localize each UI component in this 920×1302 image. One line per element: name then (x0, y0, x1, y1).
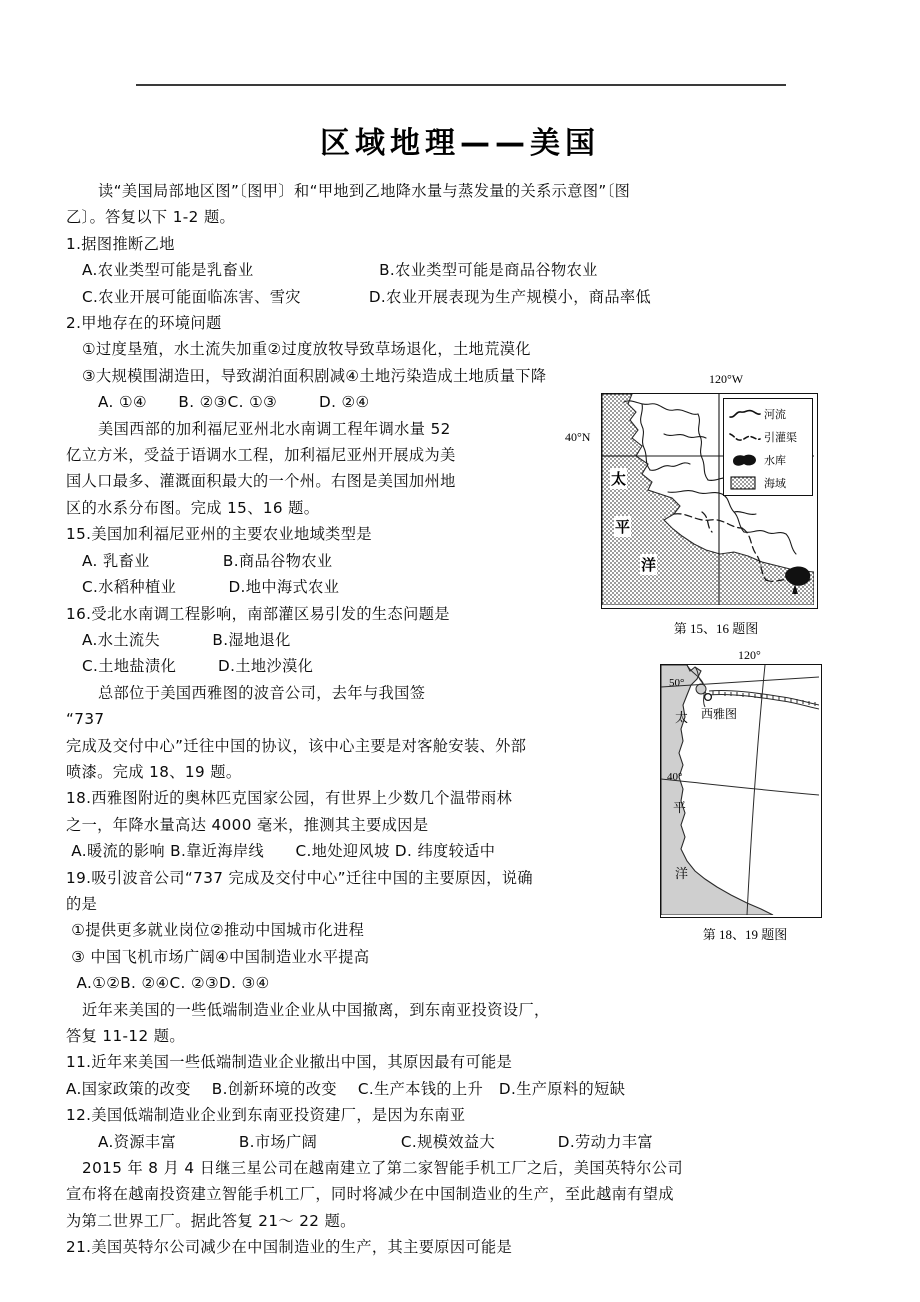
figure2-longitude-label: 120° (738, 648, 761, 662)
figure2-latitude-40-label: 40° (667, 771, 683, 783)
body-line: C.农业开展可能面临冻害、雪灾 D.农业开展表现为生产规模小，商品率低 (82, 287, 652, 306)
body-line: C.土地盐渍化 D.土地沙漠化 (82, 657, 314, 676)
figure1-ocean-char-3: 洋 (641, 556, 657, 574)
body-line: “737 (66, 710, 105, 729)
body-line: ③大规模围湖造田，导致湖泊面积剧减④土地污染造成土地质量下降 (82, 366, 547, 385)
body-line: 国人口最多、灌溉面积最大的一个州。右图是美国加州地 (66, 472, 456, 491)
body-line: 美国西部的加利福尼亚州北水南调工程年调水量 52 (98, 419, 451, 438)
legend-label-river: 河流 (764, 407, 786, 421)
legend-label-reservoir: 水库 (764, 453, 786, 467)
body-line: ③ 中国飞机市场广阔④中国制造业水平提高 (66, 947, 370, 966)
body-line: 15.美国加利福尼亚州的主要农业地域类型是 (66, 525, 372, 544)
legend-row-sea (728, 471, 810, 494)
body-line: 完成及交付中心”迁往中国的协议，该中心主要是对客舱安装、外部 (66, 736, 527, 755)
body-line: A.①②B. ②④C. ②③D. ③④ (66, 974, 270, 993)
canal-icon (728, 429, 762, 445)
body-line: 1.据图推断乙地 (66, 234, 175, 253)
body-line: ①过度垦殖，水土流失加重②过度放牧导致草场退化，土地荒漠化 (82, 340, 531, 359)
body-line: 16.受北水南调工程影响，南部灌区易引发的生态问题是 (66, 604, 450, 623)
body-line: 近年来美国的一些低端制造业企业从中国撤离，到东南亚投资设厂， (82, 1000, 550, 1019)
body-line: A.资源丰富 B.市场广阔 C.规模效益大 D.劳动力丰富 (98, 1132, 654, 1151)
body-line: 2.甲地存在的环境问题 (66, 314, 222, 333)
header-rule (136, 84, 786, 86)
body-line: 12.美国低端制造业企业到东南亚投资建厂，是因为东南亚 (66, 1106, 466, 1125)
figure2-ocean-char-1: 太 (675, 711, 689, 726)
sea-area-icon (728, 475, 762, 491)
body-line: 11.近年来美国一些低端制造业企业撤出中国，其原因最有可能是 (66, 1053, 513, 1072)
body-line: A.暖流的影响 B.靠近海岸线 C.地处迎风坡 D. 纬度较适中 (66, 842, 496, 861)
figure1-ocean-char-2: 平 (615, 518, 631, 536)
body-line: 区的水系分布图。完成 15、16 题。 (66, 498, 320, 517)
figure1-map-frame (601, 393, 818, 609)
figure1-legend (723, 398, 813, 496)
body-line: A. 乳畜业 B.商品谷物农业 (82, 551, 333, 570)
body-line: ①提供更多就业岗位②推动中国城市化进程 (66, 921, 365, 940)
legend-label-canal: 引灌渠 (764, 430, 797, 444)
page-title: 区域地理——美国 (320, 126, 600, 161)
figure1-longitude-label: 120°W (709, 372, 744, 386)
figure2-caption: 第 18、19 题图 (702, 927, 788, 942)
legend-label-sea: 海域 (764, 476, 786, 490)
figure2-latitude-50-label: 50° (669, 677, 685, 689)
legend-row-reservoir (728, 448, 810, 471)
figure1-caption: 第 15、16 题图 (673, 621, 759, 636)
body-line: A.水土流失 B.湿地退化 (82, 630, 291, 649)
body-line: 2015 年 8 月 4 日继三星公司在越南建立了第二家智能手机工厂之后，美国英特尔公司 (82, 1159, 683, 1178)
figure2-map-frame (660, 664, 822, 918)
reservoir-icon (728, 452, 762, 468)
seattle-point-marker (705, 694, 712, 701)
body-line: 总部位于美国西雅图的波音公司，去年与我国签 (98, 683, 426, 702)
figure1-ocean-char-1: 太 (611, 470, 627, 488)
body-line: 21.美国英特尔公司减少在中国制造业的生产，其主要原因可能是 (66, 1238, 513, 1257)
figure2-ocean-char-3: 洋 (675, 867, 689, 882)
body-line: A.农业类型可能是乳畜业 B.农业类型可能是商品谷物农业 (82, 261, 598, 280)
body-line: 喷漆。完成 18、19 题。 (66, 762, 242, 781)
body-line: C.水稻种植业 D.地中海式农业 (82, 578, 340, 597)
river-icon (728, 406, 762, 422)
legend-row-river (728, 402, 810, 425)
body-line: 答复 11-12 题。 (66, 1027, 185, 1045)
body-line: 乙〕。答复以下 1-2 题。 (66, 208, 236, 227)
body-line: 为第二世界工厂。据此答复 21～ 22 题。 (66, 1211, 356, 1230)
body-line: 18.西雅图附近的奥林匹克国家公园，有世界上少数几个温带雨林 (66, 789, 513, 808)
legend-row-canal (728, 425, 810, 448)
body-line: A. ①④ B. ②③C. ①③ D. ②④ (98, 393, 370, 412)
body-line: 读“美国局部地区图”〔图甲〕和“甲地到乙地降水量与蒸发量的关系示意图”〔图 (98, 182, 631, 200)
body-line: 的是 (66, 894, 98, 913)
body-line: 之一，年降水量高达 4000 毫米，推测其主要成因是 (66, 815, 429, 834)
body-line: 亿立方米，受益于语调水工程，加利福尼亚州开展成为美 (66, 446, 456, 465)
figure2-city-label-seattle: 西雅图 (701, 707, 738, 721)
figure1-latitude-label: 40°N (565, 430, 591, 444)
body-line: 19.吸引波音公司“737 完成及交付中心”迁往中国的主要原因，说确 (66, 868, 533, 887)
body-line: A.国家政策的改变 B.创新环境的改变 C.生产本钱的上升 D.生产原料的短缺 (66, 1079, 626, 1098)
figure2-ocean-char-2: 平 (673, 801, 687, 816)
body-line: 宣布将在越南投资建立智能手机工厂，同时将减少在中国制造业的生产，至此越南有望成 (66, 1185, 674, 1204)
